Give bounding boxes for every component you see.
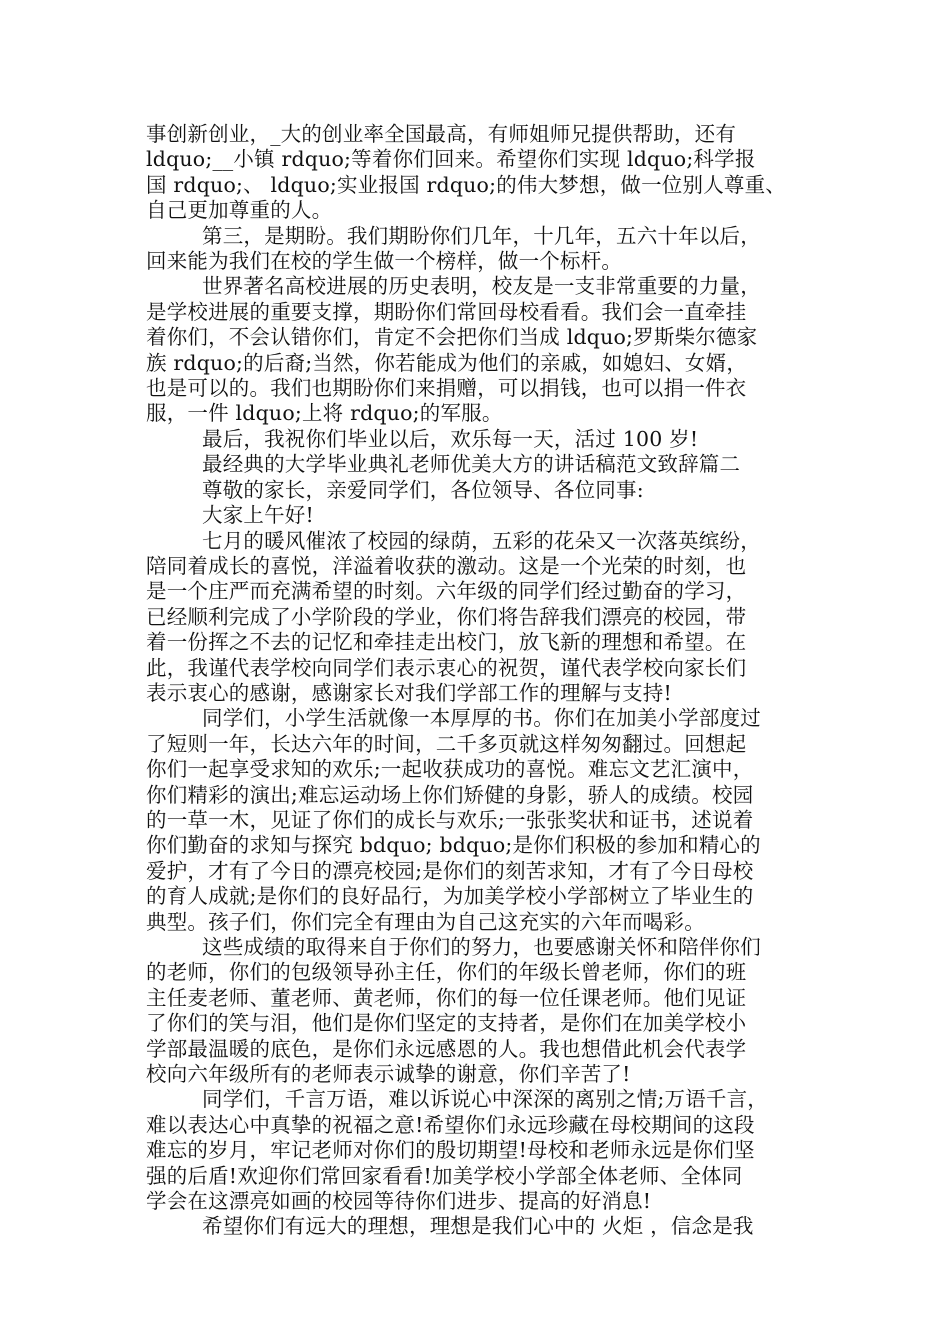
text-line: 着你们，不会认错你们，肯定不会把你们当成 ldquo;罗斯柴尔德家 — [146, 325, 758, 350]
text-line: 国 rdquo;、 ldquo;实业报国 rdquo;的伟大梦想，做一位别人尊重、 — [146, 172, 786, 197]
text-line: 难忘的岁月，牢记老师对你们的殷切期望!母校和老师永远是你们坚 — [146, 1138, 755, 1163]
text-line: 是学校进展的重要支撑，期盼你们常回母校看看。我们会一直牵挂 — [146, 299, 747, 324]
paragraph — [146, 503, 810, 528]
text-line: 表示衷心的感谢，感谢家长对我们学部工作的理解与支持! — [146, 680, 672, 705]
paragraph — [146, 427, 810, 452]
text-line: 服，一件 ldquo;上将 rdquo;的军服。 — [146, 401, 503, 426]
paragraph — [146, 122, 810, 224]
text-line: 陪同着成长的喜悦，洋溢着收获的激动。这是一个光荣的时刻，也 — [146, 553, 747, 578]
text-line: 的育人成就;是你们的良好品行，为加美学校小学部树立了毕业生的 — [146, 884, 754, 909]
text-line: 的一草一木，见证了你们的成长与欢乐;一张张奖状和证书，述说着 — [146, 807, 754, 832]
text-line: 已经顺利完成了小学阶段的学业，你们将告辞我们漂亮的校园，带 — [146, 604, 747, 629]
paragraph — [146, 1214, 810, 1239]
text-line: 第三，是期盼。我们期盼你们几年，十几年，五六十年以后， — [202, 223, 761, 248]
text-line: 的老师，你们的包级领导孙主任，你们的年级长曾老师，你们的班 — [146, 960, 747, 985]
text-line: 此，我谨代表学校向同学们表示衷心的祝贺，谨代表学校向家长们 — [146, 655, 747, 680]
text-line: 这些成绩的取得来自于你们的努力，也要感谢关怀和陪伴你们 — [202, 935, 761, 959]
text-line: 回来能为我们在校的学生做一个榜样，做一个标杆。 — [146, 249, 623, 274]
paragraph — [146, 452, 810, 477]
text-line: 是一个庄严而充满希望的时刻。六年级的同学们经过勤奋的学习， — [146, 579, 747, 604]
text-line: 最后，我祝你们毕业以后，欢乐每一天，活过 100 岁! — [202, 426, 699, 451]
text-line: 七月的暖风催浓了校园的绿荫，五彩的花朵又一次落英缤纷， — [202, 528, 761, 553]
text-line: 爱护，才有了今日的漂亮校园;是你们的刻苦求知，才有了今日母校 — [146, 858, 754, 883]
text-line: 你们精彩的演出;难忘运动场上你们矫健的身影，骄人的成绩。校园 — [146, 782, 754, 807]
text-line: 事创新创业，_大的创业率全国最高，有师姐师兄提供帮助，还有 — [146, 122, 737, 146]
text-line: 典型。孩子们，你们完全有理由为自己这充实的六年而喝彩。 — [146, 909, 705, 934]
document-body — [146, 122, 810, 1240]
paragraph — [146, 1087, 810, 1214]
text-line: 学会在这漂亮如画的校园等待你们进步、提高的好消息! — [146, 1189, 652, 1214]
text-line: ldquo;__小镇 rdquo;等着你们回来。希望你们实现 ldquo;科学报 — [146, 147, 756, 172]
paragraph — [146, 224, 810, 275]
text-line: 自己更加尊重的人。 — [146, 198, 333, 223]
paragraph — [146, 529, 810, 707]
text-line: 大家上午好! — [202, 503, 314, 528]
text-line: 着一份挥之不去的记忆和牵挂走出校门，放飞新的理想和希望。在 — [146, 630, 747, 655]
text-line: 也是可以的。我们也期盼你们来捐赠，可以捐钱，也可以捐一件衣 — [146, 376, 747, 401]
text-line: 学部最温暖的底色，是你们永远感恩的人。我也想借此机会代表学 — [146, 1036, 747, 1061]
text-line: 希望你们有远大的理想，理想是我们心中的 火炬 ，信念是我 — [202, 1214, 754, 1239]
text-line: 世界著名高校进展的历史表明，校友是一支非常重要的力量， — [202, 274, 761, 299]
text-line: 主任麦老师、董老师、黄老师，你们的每一位任课老师。他们见证 — [146, 985, 747, 1010]
paragraph — [146, 274, 810, 426]
text-line: 族 rdquo;的后裔;当然，你若能成为他们的亲戚，如媳妇、女婿， — [146, 350, 748, 375]
text-line: 你们勤奋的求知与探究 bdquo; bdquo;是你们积极的参加和精心的 — [146, 833, 761, 858]
text-line: 强的后盾!欢迎你们常回家看看!加美学校小学部全体老师、全体同 — [146, 1163, 743, 1188]
paragraph — [146, 706, 810, 935]
paragraph — [146, 478, 810, 503]
text-line: 了短则一年，长达六年的时间，二千多页就这样匆匆翻过。回想起 — [146, 731, 747, 756]
text-line: 尊敬的家长，亲爱同学们，各位领导、各位同事: — [202, 477, 644, 502]
text-line: 同学们，千言万语，难以诉说心中深深的离别之情;万语千言， — [202, 1087, 769, 1112]
text-line: 校向六年级所有的老师表示诚挚的谢意，你们辛苦了! — [146, 1062, 631, 1087]
text-line: 你们一起享受求知的欢乐;一起收获成功的喜悦。难忘文艺汇演中， — [146, 757, 754, 782]
text-line: 难以表达心中真挚的祝福之意!希望你们永远珍藏在母校期间的这段 — [146, 1112, 755, 1137]
paragraph — [146, 935, 810, 1087]
text-line: 最经典的大学毕业典礼老师优美大方的讲话稿范文致辞篇二 — [202, 452, 741, 477]
text-line: 了你们的笑与泪，他们是你们坚定的支持者，是你们在加美学校小 — [146, 1011, 747, 1036]
text-line: 同学们，小学生活就像一本厚厚的书。你们在加美小学部度过 — [202, 706, 761, 731]
